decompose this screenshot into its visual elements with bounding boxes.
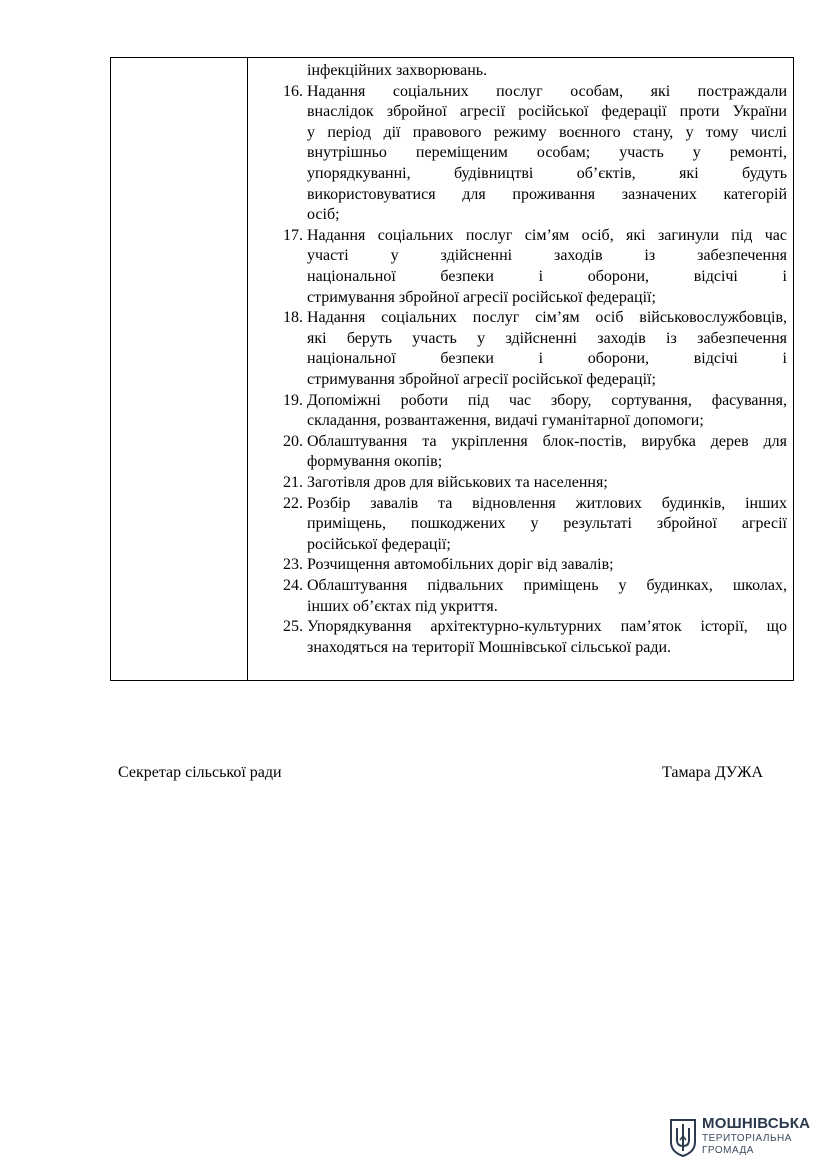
list-item-line: Упорядкування архітектурно-культурних пам’яток історії, що bbox=[307, 618, 787, 636]
list-item-line: Надання соціальних послуг сім’ям осіб, які загинули під час bbox=[307, 226, 787, 244]
list-item-number: 21. bbox=[283, 474, 303, 491]
list-item-line: упорядкуванні, будівництві об’єктів, які будуть bbox=[307, 165, 787, 182]
list-item-line: внаслідок збройної агресії російської федерації проти України bbox=[307, 103, 787, 121]
list-item-line: які беруть участь у здійсненні заходів із забезпечення bbox=[307, 329, 787, 347]
list-item-line: Облаштування підвальних приміщень у будинках, школах, bbox=[307, 577, 787, 594]
list-item-line: участі у здійсненні заходів із забезпечення bbox=[307, 247, 787, 265]
list-item-line: національної безпеки і оборони, відсічі і bbox=[307, 350, 787, 368]
community-logo bbox=[668, 1115, 811, 1160]
services-table bbox=[110, 57, 794, 681]
list-item-number: 20. bbox=[283, 432, 303, 450]
signature-position: Секретар сільської ради bbox=[118, 764, 282, 781]
list-item-line: національної безпеки і оборони, відсічі і bbox=[307, 268, 787, 285]
list-item-line: інфекційних захворювань. bbox=[307, 62, 488, 79]
list-item-line: стримування збройної агресії російської федерації; bbox=[307, 371, 656, 388]
list-item-line: приміщень, пошкоджених у результаті збройної агресії bbox=[307, 515, 787, 533]
list-item-line: у період дії правового режиму воєнного стану, у тому числі bbox=[307, 123, 787, 141]
logo-subtitle-2: ГРОМАДА bbox=[702, 1145, 754, 1156]
logo-subtitle: ТЕРИТОРІАЛЬНА bbox=[702, 1133, 792, 1144]
trident-emblem-icon bbox=[668, 1116, 698, 1158]
list-item-line: стримування збройної агресії російської федерації; bbox=[307, 288, 656, 306]
list-item-line: Заготівля дров для військових та населення; bbox=[307, 474, 608, 491]
list-item-line: Розбір завалів та відновлення житлових будинків, інших bbox=[307, 494, 787, 512]
list-item-line: використовуватися для проживання зазначених категорій bbox=[307, 185, 787, 203]
list-item-line: складання, розвантаження, видачі гуманітарної допомоги; bbox=[307, 412, 704, 430]
list-item-line: інших об’єктах під укриття. bbox=[307, 597, 498, 615]
list-item-number: 16. bbox=[283, 82, 303, 100]
list-item-line: російської федерації; bbox=[307, 535, 451, 553]
logo-title: МОШНІВСЬКА bbox=[702, 1115, 811, 1132]
list-item-line: Надання соціальних послуг сім’ям осіб військовослужбовців, bbox=[307, 309, 787, 327]
list-item-number: 24. bbox=[283, 577, 303, 594]
list-item-line: Надання соціальних послуг особам, які постраждали bbox=[307, 82, 787, 100]
list-item-number: 17. bbox=[283, 226, 303, 244]
list-item-number: 18. bbox=[283, 309, 303, 327]
signature-name: Тамара ДУЖА bbox=[662, 764, 764, 781]
list-item-number: 23. bbox=[283, 556, 303, 574]
list-item-number: 19. bbox=[283, 391, 303, 409]
list-item-number: 22. bbox=[283, 494, 303, 512]
list-item-line: Облаштування та укріплення блок-постів, вирубка дерев для bbox=[307, 432, 787, 450]
list-item-number: 25. bbox=[283, 618, 303, 636]
list-item-line: Розчищення автомобільних доріг від завалів; bbox=[307, 556, 614, 574]
services-list bbox=[247, 58, 793, 680]
list-item-line: Допоміжні роботи під час збору, сортування, фасування, bbox=[307, 391, 787, 409]
list-item-line: осіб; bbox=[307, 206, 340, 224]
list-item-line: знаходяться на території Мошнівської сільської ради. bbox=[307, 638, 672, 656]
list-item-line: формування окопів; bbox=[307, 453, 443, 471]
list-item-line: внутрішньо переміщеним особам; участь у ремонті, bbox=[307, 144, 787, 162]
